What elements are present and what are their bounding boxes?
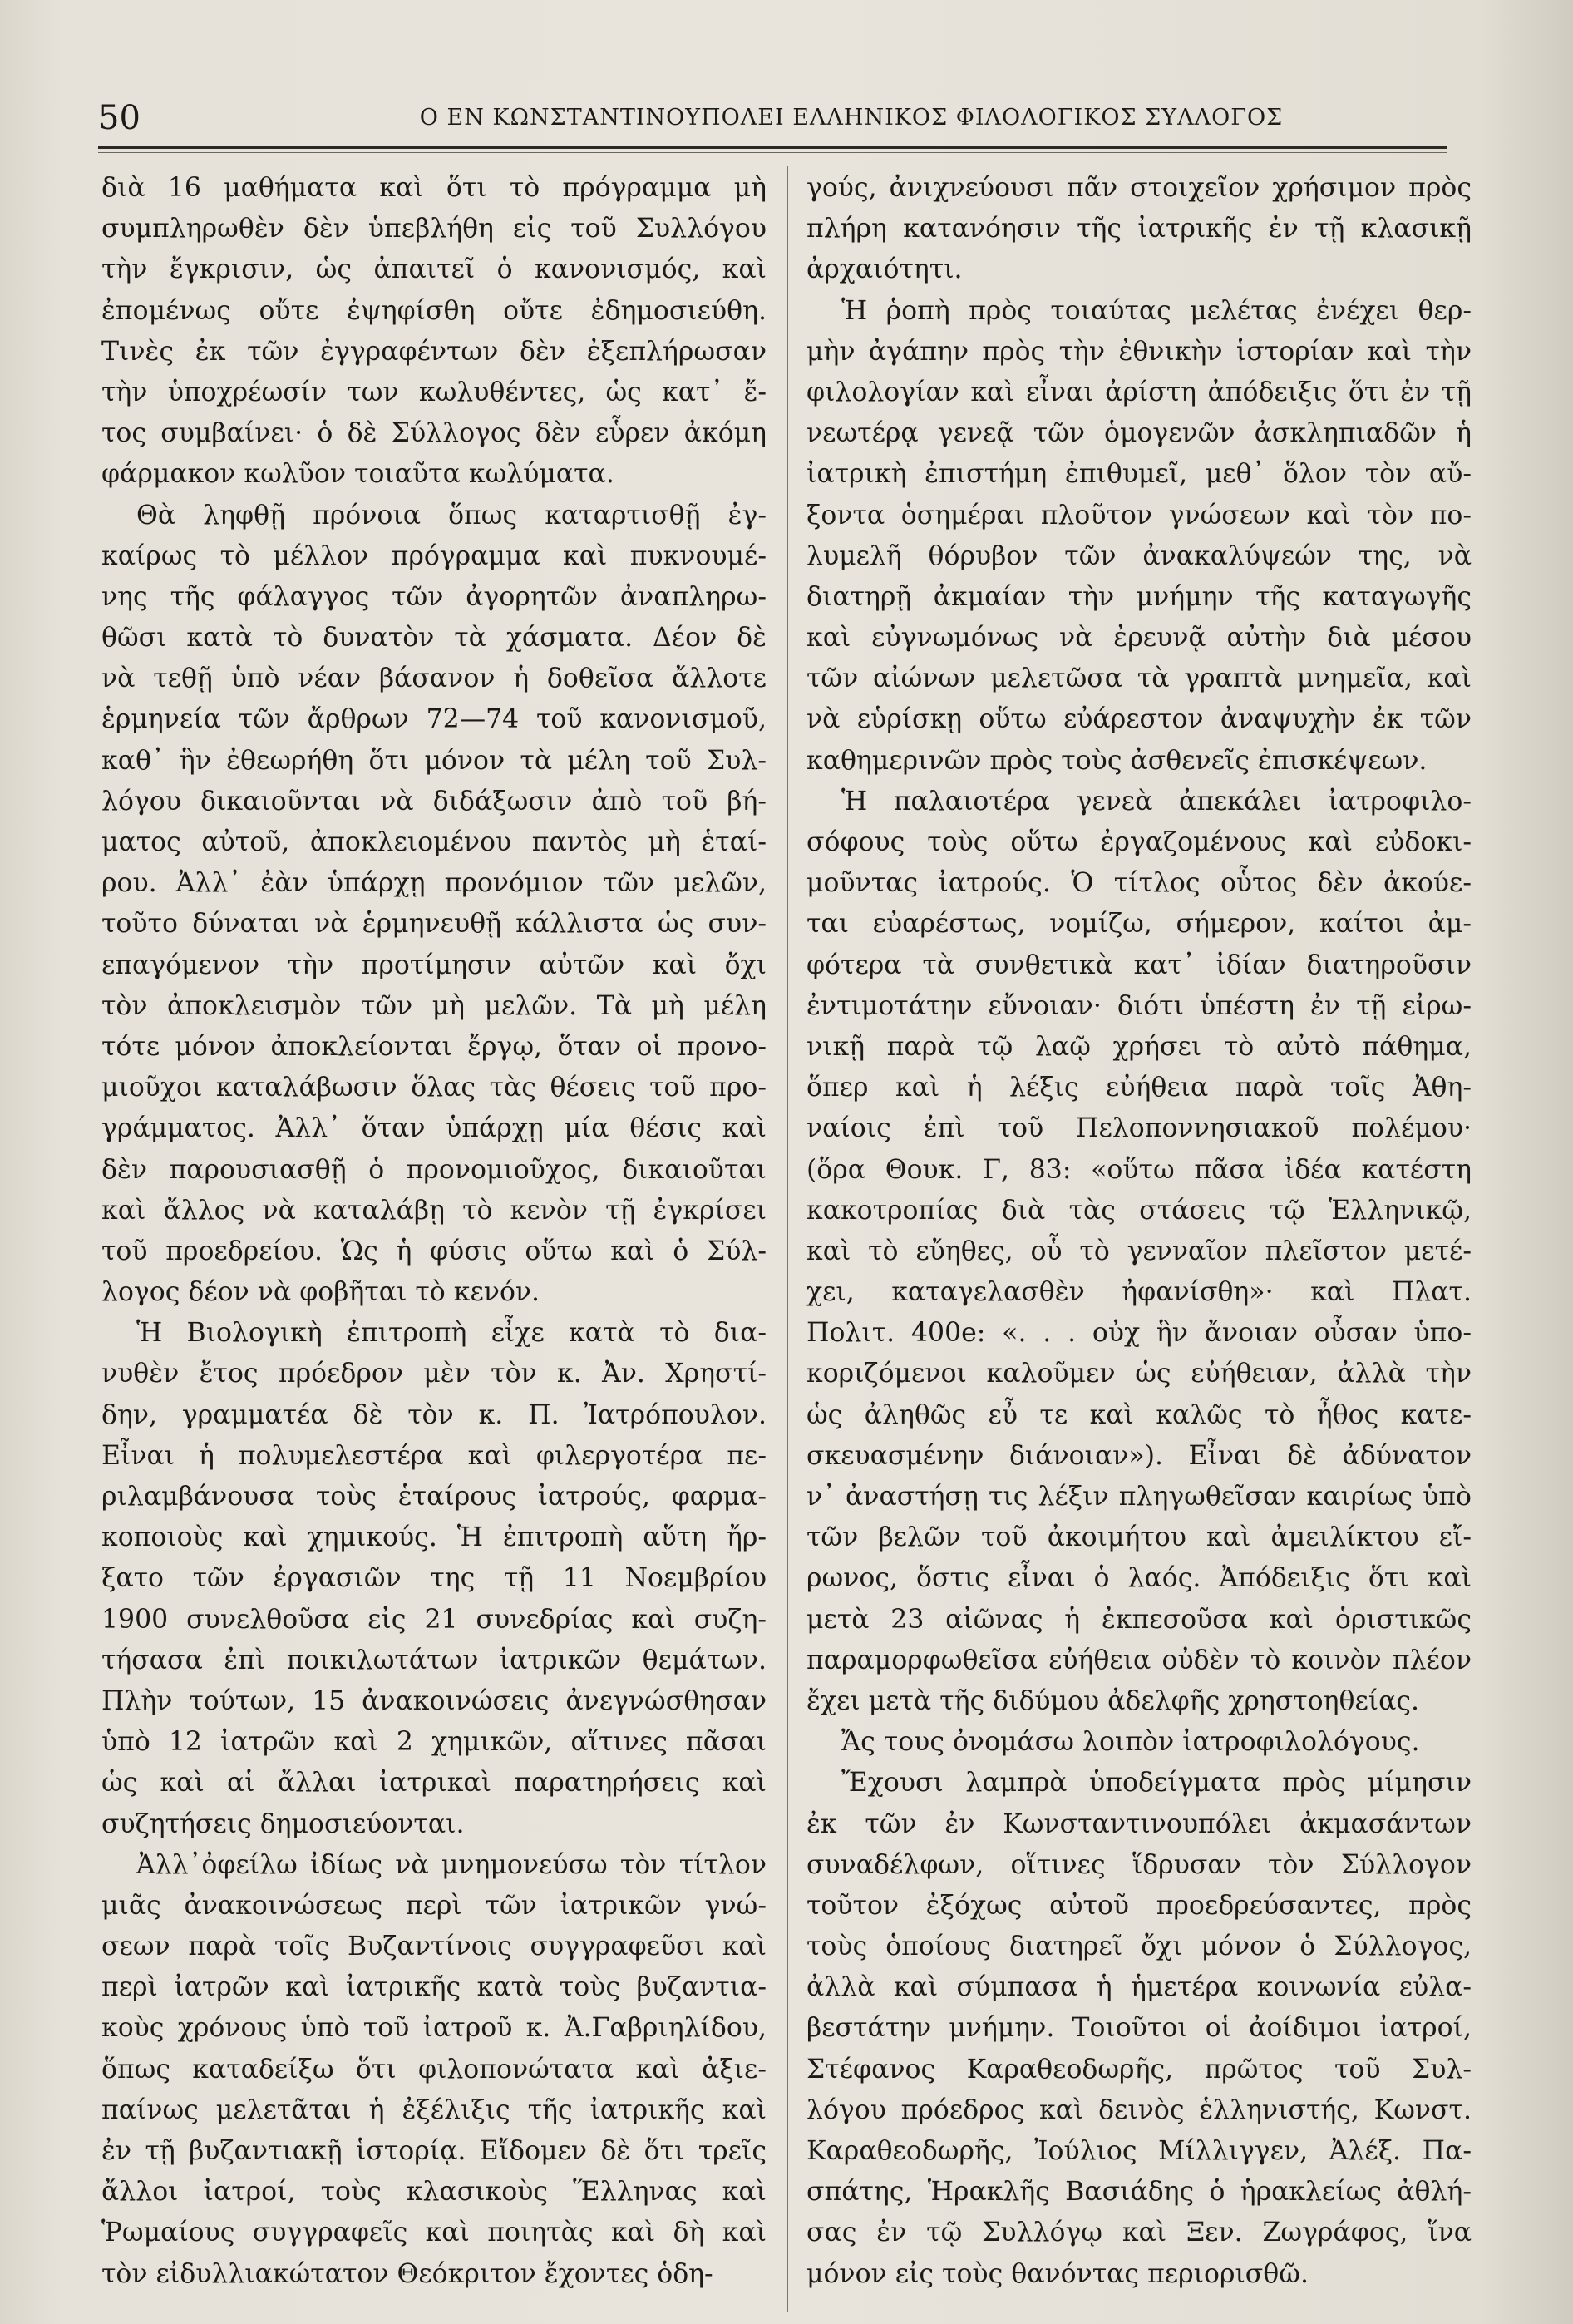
text-line: σεων παρὰ τοῖς Βυζαντίνοις συγγραφεῦσι καὶ (101, 1932, 767, 1962)
text-line: λόγου δικαιοῦνται νὰ διδάξωσιν ἀπὸ τοῦ βή- (101, 786, 767, 817)
text-line: ται εὐαρέστως, νομίζω, σήμερον, καίτοι ἀμ- (806, 909, 1472, 940)
text-line: τότε μόνον ἀποκλείονται ἔργῳ, ὅταν οἱ προνο- (101, 1031, 767, 1062)
text-line: γούς, ἀνιχνεύουσι πᾶν στοιχεῖον χρήσιμον πρὸς (806, 173, 1472, 203)
text-line: νης τῆς φάλαγγος τῶν ἀγορητῶν ἀναπληρω- (101, 581, 767, 612)
right-column (806, 168, 1472, 2295)
text-line: ρου. Ἀλλ᾽ ἐὰν ὑπάρχῃ προνόμιον τῶν μελῶν, (101, 868, 767, 899)
text-line: Πλὴν τούτων, 15 ἀνακοινώσεις ἀνεγνώσθησαν (101, 1685, 767, 1716)
running-title: Ο ΕΝ ΚΩΝΣΤΑΝΤΙΝΟΥΠΟΛΕΙ ΕΛΛΗΝΙΚΟΣ ΦΙΛΟΛΟΓΙΚΟΣ ΣΥΛΛΟΓΟΣ (419, 105, 1284, 131)
text-line: νικῇ παρὰ τῷ λαῷ χρήσει τὸ αὐτὸ πάθημα, (806, 1031, 1472, 1062)
text-line: ἰατρικὴ ἐπιστήμη ἐπιθυμεῖ, μεθ᾽ ὅλον τὸν αὔ- (806, 459, 1472, 490)
text-line: καὶ τὸ εὔηθες, οὗ τὸ γενναῖον πλεῖστον μετέ- (806, 1236, 1472, 1266)
text-line: Ἡ παλαιοτέρα γενεὰ ἀπεκάλει ἰατροφιλο- (841, 786, 1472, 817)
text-line: μιοῦχοι καταλάβωσιν ὅλας τὰς θέσεις τοῦ προ- (101, 1073, 767, 1103)
text-line: ἔχει μετὰ τῆς διδύμου ἀδελφῆς χρηστοηθείας. (806, 1685, 1420, 1716)
text-line: ἄλλοι ἰατροί, τοὺς κλασικοὺς Ἕλληνας καὶ (101, 2177, 767, 2208)
page-header (98, 93, 1447, 143)
text-line: ὡς ἀληθῶς εὖ τε καὶ καλῶς τὸ ἦθος κατε- (806, 1399, 1472, 1430)
text-line: τὸν ἀποκλεισμὸν τῶν μὴ μελῶν. Τὰ μὴ μέλη (101, 990, 767, 1021)
text-line: ξοντα ὁσημέραι πλοῦτον γνώσεων καὶ τὸν πο- (806, 500, 1472, 530)
text-line: σπάτης, Ἡρακλῆς Βασιάδης ὁ ἡρακλείως ἀθλή- (806, 2177, 1472, 2208)
text-line: νὰ εὑρίσκῃ οὕτω εὐάρεστον ἀναψυχὴν ἐκ τῶν (806, 704, 1472, 735)
text-line: περὶ ἰατρῶν καὶ ἰατρικῆς κατὰ τοὺς βυζαντια- (101, 1972, 767, 2003)
header-rule (98, 146, 1447, 149)
text-line: συμπληρωθὲν δὲν ὑπεβλήθη εἰς τοῦ Συλλόγου (101, 214, 767, 244)
text-line: δὲν παρουσιασθῇ ὁ προνομιοῦχος, δικαιοῦται (101, 1154, 767, 1185)
text-line: ἐντιμοτάτην εὔνοιαν· διότι ὑπέστη ἐν τῇ εἰρω- (806, 990, 1472, 1021)
text-line: ναίοις ἐπὶ τοῦ Πελοποννησιακοῦ πολέμου· (806, 1113, 1472, 1144)
text-line: τοῦ προεδρείου. Ὡς ἡ φύσις οὕτω καὶ ὁ Σύλ- (101, 1236, 767, 1266)
text-line: λόγου πρόεδρος καὶ δεινὸς ἑλληνιστής, Κωνστ. (806, 2095, 1472, 2125)
text-line: χει, καταγελασθὲν ἠφανίσθη»· καὶ Πλατ. (806, 1277, 1472, 1308)
text-line: ὑπὸ 12 ἰατρῶν καὶ 2 χημικῶν, αἵτινες πᾶσαι (101, 1727, 767, 1758)
text-line: καὶ εὐγνωμόνως νὰ ἐρευνᾷ αὐτὴν διὰ μέσου (806, 623, 1472, 654)
text-line: ἀλλὰ καὶ σύμπασα ἡ ἡμετέρα κοινωνία εὐλα- (806, 1972, 1472, 2003)
text-line: Ἀλλ᾽ὀφείλω ἰδίως νὰ μνημονεύσω τὸν τίτλον (136, 1849, 767, 1880)
text-line: τοὺς ὁποίους διατηρεῖ ὄχι μόνον ὁ Σύλλογος, (806, 1932, 1472, 1962)
text-line: ὡς καὶ αἱ ἄλλαι ἰατρικαὶ παρατηρήσεις καὶ (101, 1768, 767, 1799)
text-line: θῶσι κατὰ τὸ δυνατὸν τὰ χάσματα. Δέον δὲ (101, 623, 767, 654)
text-line: συναδέλφων, οἵτινες ἵδρυσαν τὸν Σύλλογον (806, 1849, 1472, 1880)
text-line: νυθὲν ἔτος πρόεδρον μὲν τὸν κ. Ἀν. Χρηστί- (101, 1359, 767, 1389)
text-line: Ἔχουσι λαμπρὰ ὑποδείγματα πρὸς μίμησιν (841, 1768, 1472, 1799)
text-line: σας ἐν τῷ Συλλόγῳ καὶ Ξεν. Ζωγράφος, ἵνα (806, 2218, 1472, 2248)
text-line: τὴν ὑποχρέωσίν των κωλυθέντες, ὡς κατ᾽ ἔ- (101, 377, 767, 407)
text-line: νεωτέρᾳ γενεᾷ τῶν ὁμογενῶν ἀσκληπιαδῶν ἡ (806, 418, 1472, 449)
text-line: μοῦντας ἰατρούς. Ὁ τίτλος οὗτος δὲν ἀκούε- (806, 868, 1472, 899)
text-line: Ἡ ῥοπὴ πρὸς τοιαύτας μελέτας ἐνέχει θερ- (841, 295, 1472, 326)
text-line: διατηρῇ ἀκμαίαν τὴν μνήμην τῆς καταγωγῆς (806, 581, 1472, 612)
text-line: σόφους τοὺς οὕτω ἐργαζομένους καὶ εὐδοκι- (806, 827, 1472, 857)
text-line: καὶ ἄλλος νὰ καταλάβῃ τὸ κενὸν τῇ ἐγκρίσει (101, 1195, 767, 1226)
text-line: νὰ τεθῇ ὑπὸ νέαν βάσανον ἡ δοθεῖσα ἄλλοτε (101, 664, 767, 694)
text-line: παραμορφωθεῖσα εὐήθεια οὐδὲν τὸ κοινὸν πλέον (806, 1645, 1472, 1675)
text-line: Στέφανος Καραθεοδωρῆς, πρῶτος τοῦ Συλ- (806, 2054, 1472, 2085)
text-line: ριλαμβάνουσα τοὺς ἑταίρους ἰατρούς, φαρμα- (101, 1482, 767, 1512)
text-line: κοὺς χρόνους ὑπὸ τοῦ ἰατροῦ κ. Ἀ.Γαβριηλίδου, (101, 2013, 767, 2044)
text-line: Καραθεοδωρῆς, Ἰούλιος Μίλλιγγεν, Ἀλέξ. Πα- (806, 2136, 1472, 2166)
text-line: λογος δέον νὰ φοβῆται τὸ κενόν. (101, 1277, 540, 1308)
text-line: κοριζόμενοι καλοῦμεν ὡς εὐήθειαν, ἀλλὰ τὴν (806, 1359, 1472, 1389)
text-line: ματος αὐτοῦ, ἀποκλειομένου παντὸς μὴ ἑταί- (101, 827, 767, 857)
text-line: Εἶναι ἡ πολυμελεστέρα καὶ φιλεργοτέρα πε- (101, 1440, 767, 1471)
text-line: (ὅρα Θουκ. Γ, 83: «οὕτω πᾶσα ἰδέα κατέστη (806, 1154, 1472, 1185)
text-line: Ἡ Βιολογικὴ ἐπιτροπὴ εἶχε κατὰ τὸ δια- (136, 1318, 767, 1349)
text-line: τοῦτο δύναται νὰ ἑρμηνευθῇ κάλλιστα ὡς συν- (101, 909, 767, 940)
text-line: Ἄς τους ὀνομάσω λοιπὸν ἰατροφιλολόγους. (841, 1727, 1420, 1758)
header-rule-thin (98, 152, 1447, 153)
text-line: μιᾶς ἀνακοινώσεως περὶ τῶν ἰατρικῶν γνώ- (101, 1890, 767, 1921)
text-line: καθημερινῶν πρὸς τοὺς ἀσθενεῖς ἐπισκέψεων. (806, 745, 1428, 776)
text-line: ξατο τῶν ἐργασιῶν της τῇ 11 Νοεμβρίου (101, 1563, 767, 1594)
text-line: δην, γραμματέα δὲ τὸν κ. Π. Ἰατρόπουλον. (101, 1399, 767, 1430)
text-line: ἐν τῇ βυζαντιακῇ ἱστορίᾳ. Εἴδομεν δὲ ὅτι τρεῖς (101, 2136, 767, 2166)
text-line: τῶν αἰώνων μελετῶσα τὰ γραπτὰ μνημεῖα, καὶ (806, 664, 1472, 694)
column-divider (786, 166, 788, 2312)
text-line: σκευασμένην διάνοιαν»). Εἶναι δὲ ἀδύνατον (806, 1440, 1472, 1471)
text-line: φάρμακον κωλῦον τοιαῦτα κωλύματα. (101, 459, 614, 490)
text-line: ἑρμηνεία τῶν ἄρθρων 72—74 τοῦ κανονισμοῦ, (101, 704, 767, 735)
text-line: ἐκ τῶν ἐν Κωνσταντινουπόλει ἀκμασάντων (806, 1808, 1472, 1839)
text-line: Θὰ ληφθῇ πρόνοια ὅπως καταρτισθῇ ἐγ- (136, 500, 767, 530)
text-line: μόνον εἰς τοὺς θανόντας περιορισθῶ. (806, 2258, 1309, 2289)
text-line: κοποιοὺς καὶ χημικούς. Ἡ ἐπιτροπὴ αὕτη ἤρ- (101, 1522, 767, 1553)
text-line: φότερα τὰ συνθετικὰ κατ᾽ ἰδίαν διατηροῦσιν (806, 950, 1472, 980)
text-line: γράμματος. Ἀλλ᾽ ὅταν ὑπάρχῃ μία θέσις καὶ (101, 1113, 767, 1144)
text-line: 1900 συνελθοῦσα εἰς 21 συνεδρίας καὶ συζη- (101, 1604, 767, 1635)
text-line: Τινὲς ἐκ τῶν ἐγγραφέντων δὲν ἐξεπλήρωσαν (101, 336, 767, 367)
text-line: Ῥωμαίους συγγραφεῖς καὶ ποιητὰς καὶ δὴ καὶ (101, 2218, 767, 2248)
text-line: μὴν ἀγάπην πρὸς τὴν ἐθνικὴν ἱστορίαν καὶ τὴν (806, 336, 1472, 367)
left-column (101, 168, 767, 2295)
text-line: ν᾽ ἀναστήσῃ τις λέξιν πληγωθεῖσαν καιρίως ὑπὸ (806, 1482, 1472, 1512)
text-line: πλήρη κατανόησιν τῆς ἰατρικῆς ἐν τῇ κλασικῇ (806, 214, 1472, 244)
text-line: Πολιτ. 400e: «. . . οὐχ ἣν ἄνοιαν οὖσαν ὑπο- (806, 1318, 1472, 1349)
text-line: τὸν εἰδυλλιακώτατον Θεόκριτον ἔχοντες ὁδη- (101, 2258, 713, 2289)
text-line: κακοτροπίας διὰ τὰς στάσεις τῷ Ἑλληνικῷ, (806, 1195, 1472, 1226)
text-line: παίνως μελετᾶται ἡ ἐξέλιξις τῆς ἰατρικῆς καὶ (101, 2095, 767, 2125)
text-line: φιλολογίαν καὶ εἶναι ἀρίστη ἀπόδειξις ὅτι ἐν τῇ (806, 377, 1472, 407)
page-number: 50 (98, 99, 141, 137)
text-line: ὅπως καταδείξω ὅτι φιλοπονώτατα καὶ ἀξιε- (101, 2054, 767, 2085)
text-line: μετὰ 23 αἰῶνας ἡ ἐκπεσοῦσα καὶ ὁριστικῶς (806, 1604, 1472, 1635)
text-line: τοῦτον ἐξόχως αὐτοῦ προεδρεύσαντες, πρὸς (806, 1890, 1472, 1921)
text-line: καίρως τὸ μέλλον πρόγραμμα καὶ πυκνουμέ- (101, 540, 767, 571)
text-line: ἐπομένως οὔτε ἐψηφίσθη οὔτε ἐδημοσιεύθη. (101, 295, 767, 326)
text-line: ἀρχαιότητι. (806, 254, 963, 285)
text-line: λυμελῆ θόρυβον τῶν ἀνακαλύψεών της, νὰ (806, 540, 1472, 571)
text-line: καθ᾽ ἣν ἐθεωρήθη ὅτι μόνον τὰ μέλη τοῦ Συλ- (101, 745, 767, 776)
text-line: ρωνος, ὅστις εἶναι ὁ λαός. Ἀπόδειξις ὅτι καὶ (806, 1563, 1472, 1594)
text-line: επαγόμενον τὴν προτίμησιν αὐτῶν καὶ ὄχι (101, 950, 767, 980)
text-line: συζητήσεις δημοσιεύονται. (101, 1808, 465, 1839)
text-line: τήσασα ἐπὶ ποικιλωτάτων ἰατρικῶν θεμάτων. (101, 1645, 767, 1675)
text-line: ὅπερ καὶ ἡ λέξις εὐήθεια παρὰ τοῖς Ἀθη- (806, 1073, 1472, 1103)
text-line: τος συμβαίνει· ὁ δὲ Σύλλογος δὲν εὗρεν ἀκόμη (101, 418, 767, 449)
text-line: τῶν βελῶν τοῦ ἀκοιμήτου καὶ ἀμειλίκτου εἴ- (806, 1522, 1472, 1553)
text-line: τὴν ἔγκρισιν, ὡς ἀπαιτεῖ ὁ κανονισμός, καὶ (101, 254, 767, 285)
text-line: βεστάτην μνήμην. Τοιοῦτοι οἱ ἀοίδιμοι ἰατροί, (806, 2013, 1472, 2044)
text-line: διὰ 16 μαθήματα καὶ ὅτι τὸ πρόγραμμα μὴ (101, 173, 767, 203)
